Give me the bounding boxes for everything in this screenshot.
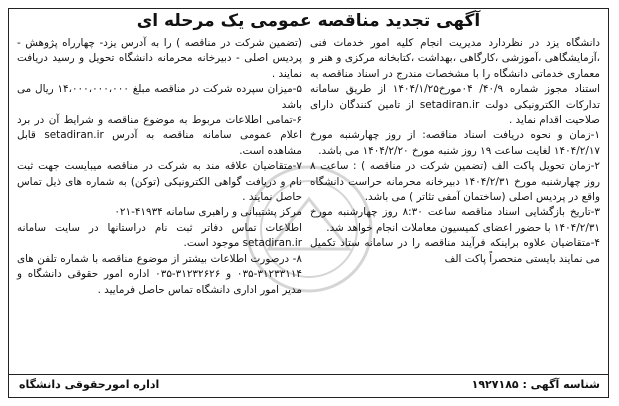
clause-6: ۶-تمامی اطلاعات مربوط به موضوع مناقصه و شرایط آن در برد اعلام عمومی سامانه مناقصه به آدرس setadiran.ir قابل مشاهده است. [17, 114, 302, 157]
intro-paragraph: دانشگاه یزد در نظردارد مدیریت انجام کلیه امور خدمات فنی ،آزمایشگاهی ،آموزشی ،کارگاهی ،بهداشت ،کتابخانه مرکزی و هنر و معماری خدماتی دانشگاه را با مشخصات مندرج در اسناد مناقصه به استناد مجوز شماره ۴۰/۹/ ۰۴مورخ۱۴۰۴/۱/۲۵ از طریق سامانه تدارکات الکترونیکی دولت setadiran.ir از تامین کنندگان دارای صلاحیت اقدام نماید . [310, 37, 600, 127]
notice-footer [9, 374, 608, 397]
issuing-department: اداره امورحقوقی دانشگاه [19, 378, 160, 391]
clause-3: ۳-تاریخ بازگشایی اسناد مناقصه ساعت ۸:۳۰ روز چهارشنبه مورخ ۱۴۰۴/۲/۳۱ با حضور اعضای کمیسیون معاملات انجام خواهد شد. [310, 206, 600, 234]
notice-title: آگهی تجدید مناقصه عمومی یک مرحله ای [136, 11, 481, 31]
clause-5: ۵-میزان سپرده شرکت در مناقصه مبلغ ۱۴،۰۰۰،۰۰۰،۰۰۰ ریال می باشد [17, 83, 302, 111]
notice-serial: شناسه آگهی : ۱۹۲۷۱۸۵ [471, 378, 600, 391]
left-column [17, 36, 302, 298]
clause-4-continued: (تضمین شرکت در مناقصه ) را به آدرس یزد- چهارراه پژوهش - پردیس اصلی - دبیرخانه محرمانه دانشگاه تحویل و رسید دریافت نمایند . [17, 37, 302, 80]
clause-8: ۸- درصورت اطلاعات بیشتر از موضوع مناقصه با شماره تلفن های ۳۱۲۳۳۱۱۴-۰۳۵ و ۳۱۲۳۲۶۲۶-۰۳۵ اداره امور حقوقی دانشگاه و مدیر امور اداری دانشگاه تماس حاصل فرمایید . [17, 252, 303, 296]
registration-offices: اطلاعات تماس دفاتر ثبت نام دراستانها در سایت سامانه setadiran.ir موجود است. [17, 221, 302, 250]
right-column [310, 36, 600, 267]
clause-7: ۷-متقاضیان علاقه مند به شرکت در مناقصه میبایست جهت ثبت نام و دریافت گواهی الکترونیکی (توکن) به شماره های ذیل تماس حاصل نمایند . [17, 160, 302, 204]
tender-notice [8, 8, 609, 398]
support-center: مرکز پشتیبانی و راهبری سامانه ۴۱۹۳۴-۰۲۱ [114, 206, 302, 219]
clause-1: ۱-زمان و نحوه دریافت اسناد مناقصه: از روز چهارشنبه مورخ ۱۴۰۴/۲/۱۷ لغایت ساعت ۱۹ روز شنبه مورخ ۱۴۰۴/۲/۲۰ می باشد. [310, 129, 600, 157]
clause-4: ۴-متقاضیان علاوه براینکه فرآیند مناقصه را در سامانه ستاد تکمیل می نمایند بایستی منحصراً پاکت الف [310, 237, 600, 265]
clause-2: ۲-زمان تحویل پاکت الف (تضمین شرکت در مناقصه ) : ساعت ۸ روز چهارشنبه مورخ ۱۴۰۴/۲/۳۱ دبیرخانه محرمانه حراست دانشگاه واقع در پردیس اصلی (ساختمان آمفی تئاتر ) می باشد. [310, 160, 600, 204]
